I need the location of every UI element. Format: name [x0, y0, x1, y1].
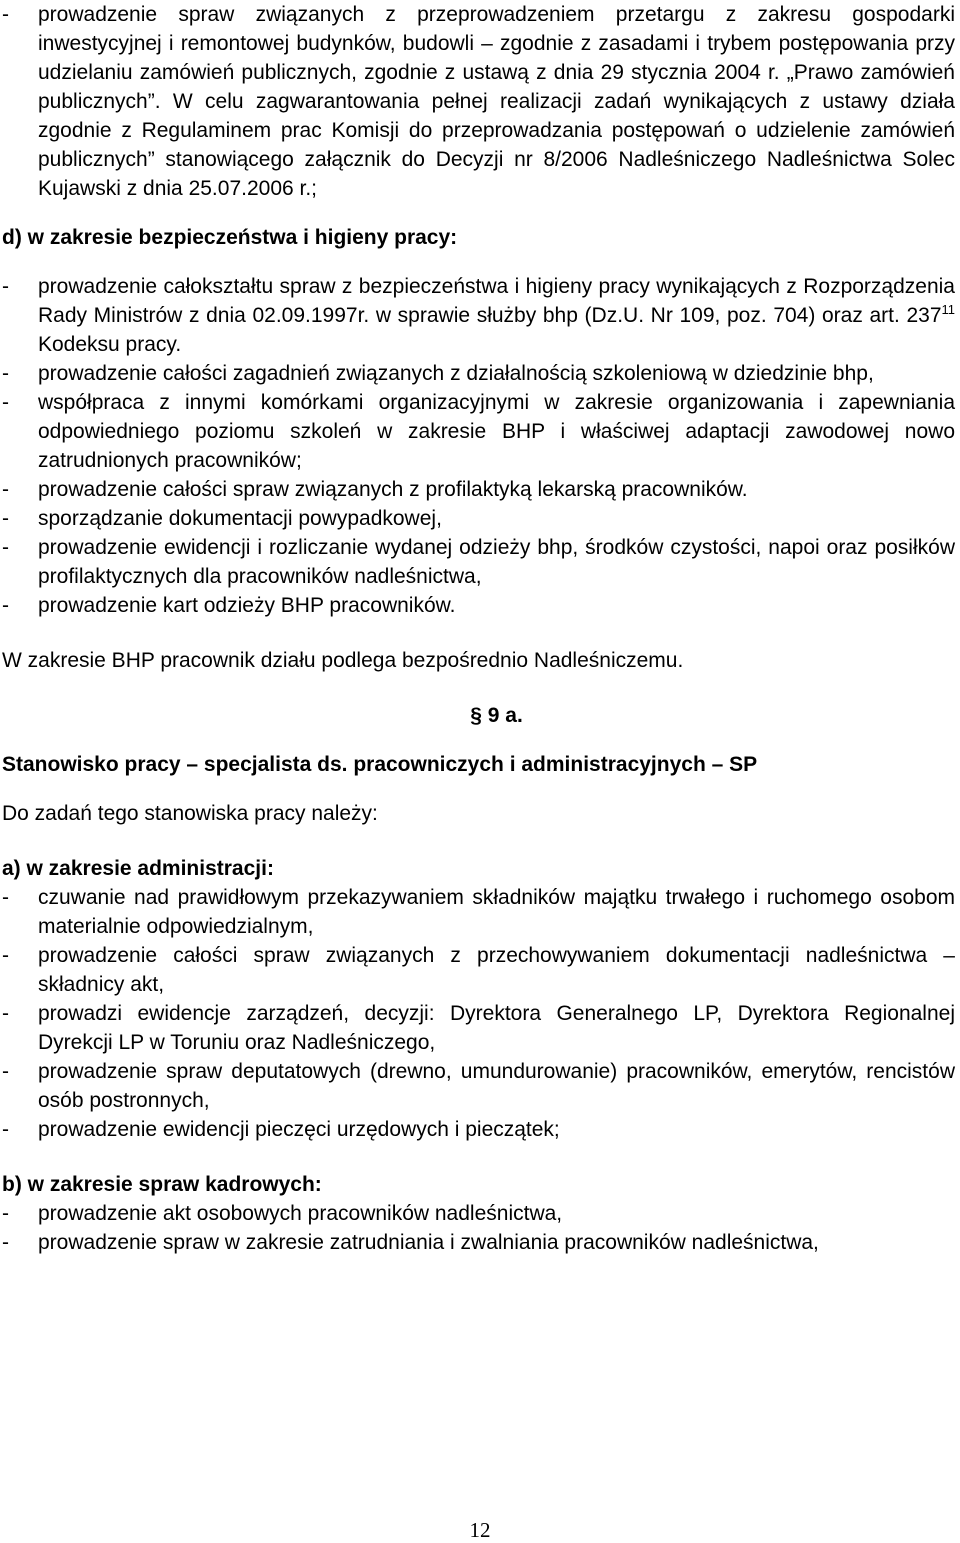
- list-marker: -: [2, 1231, 9, 1254]
- list-item: [2, 0, 955, 203]
- procurement-paragraph: prowadzenie spraw związanych z przeprowadzeniem przetargu z zakresu gospodarki inwestycyjnej i remontowej budynków, budowli – zgodnie z zasadami i trybem postępowania przy udzielaniu zamówień publicznych, zgodnie z ustawą z dnia 29 stycznia 2004 r. „Prawo zamówień publicznych”. W celu zagwarantowania pełnej realizacji zadań wynikających z ustawy działa zgodnie z Regulaminem prac Komisji do przeprowadzania postępowań o udzielenie zamówień publicznych” stanowiącego załącznik do Decyzji nr 8/2006 Nadleśniczego Nadleśnictwa Solec Kujawski z dnia 25.07.2006 r.;: [38, 3, 955, 200]
- list-marker: -: [2, 507, 9, 530]
- position-intro: Do zadań tego stanowiska pracy należy:: [2, 802, 378, 825]
- paragraph-number-text: 9 a.: [487, 704, 523, 727]
- list-marker: -: [2, 886, 9, 909]
- list-marker: -: [2, 536, 9, 559]
- list-item: [2, 999, 955, 1057]
- administration-item: prowadzenie ewidencji pieczęci urzędowych i pieczątek;: [38, 1118, 560, 1141]
- administration-item: czuwanie nad prawidłowym przekazywaniem składników majątku trwałego i ruchomego osobom materialnie odpowiedzialnym,: [38, 886, 955, 938]
- bhp-item: współpraca z innymi komórkami organizacyjnymi w zakresie organizowania i zapewniania odpowiedniego poziomu szkoleń w zakresie BHP i właściwej adaptacji zawodowej nowo zatrudnionych pracowników;: [38, 391, 955, 472]
- bhp-supervision-note: W zakresie BHP pracownik działu podlega bezpośrednio Nadleśniczemu.: [2, 649, 684, 672]
- bhp-item: sporządzanie dokumentacji powypadkowej,: [38, 507, 442, 530]
- list-item: [2, 1199, 955, 1228]
- list-item: [2, 1057, 955, 1115]
- bhp-item: prowadzenie całości zagadnień związanych z działalnością szkoleniową w dziedzinie bhp,: [38, 362, 874, 385]
- page-number: 12: [469, 1518, 491, 1542]
- bhp-item-1-text: prowadzenie całokształtu spraw z bezpieczeństwa i higieny pracy wynikających z Rozporządzenia Rady Ministrów z dnia 02.09.1997r. w sprawie służby bhp (Dz.U. Nr 109, poz. 704) oraz art. 237: [38, 275, 955, 327]
- list-item: [2, 1115, 955, 1144]
- list-marker: -: [2, 944, 9, 967]
- list-item: [2, 591, 955, 620]
- list-marker: -: [2, 362, 9, 385]
- list-marker: -: [2, 391, 9, 414]
- list-item: [2, 533, 955, 591]
- list-marker: -: [2, 1060, 9, 1083]
- list-item: [2, 388, 955, 475]
- paragraph-number: [2, 701, 955, 730]
- administration-item: prowadzenie spraw deputatowych (drewno, umundurowanie) pracowników, emerytów, rencistów osób postronnych,: [38, 1060, 955, 1112]
- administration-item: prowadzi ewidencje zarządzeń, decyzji: Dyrektora Generalnego LP, Dyrektora Regionalnej Dyrekcji LP w Toruniu oraz Nadleśniczego,: [38, 1002, 955, 1054]
- position-title: Stanowisko pracy – specjalista ds. pracowniczych i administracyjnych – SP: [2, 753, 758, 776]
- bhp-item-1: [38, 272, 955, 359]
- section-d-heading: d) w zakresie bezpieczeństwa i higieny pracy:: [2, 226, 458, 249]
- list-marker: -: [2, 1118, 9, 1141]
- list-marker: -: [2, 594, 9, 617]
- list-marker: -: [2, 3, 9, 26]
- section-symbol: §: [470, 704, 482, 727]
- bhp-item: prowadzenie całości spraw związanych z profilaktyką lekarską pracowników.: [38, 478, 748, 501]
- list-item: [2, 883, 955, 941]
- list-marker: -: [2, 478, 9, 501]
- bhp-item: prowadzenie ewidencji i rozliczanie wydanej odzieży bhp, środków czystości, napoi oraz posiłków profilaktycznych dla pracowników nadleśnictwa,: [38, 536, 955, 588]
- list-marker: -: [2, 1002, 9, 1025]
- list-item: [2, 359, 955, 388]
- list-item: [2, 504, 955, 533]
- list-item: [2, 941, 955, 999]
- list-item: [2, 475, 955, 504]
- list-marker: -: [2, 1202, 9, 1225]
- section-b-heading: b) w zakresie spraw kadrowych:: [2, 1173, 322, 1196]
- page-content: [2, 0, 955, 1257]
- article-superscript: 11: [941, 302, 955, 317]
- section-a-heading: a) w zakresie administracji:: [2, 857, 274, 880]
- administration-item: prowadzenie całości spraw związanych z przechowywaniem dokumentacji nadleśnictwa – składnicy akt,: [38, 944, 955, 996]
- list-item: [2, 1228, 955, 1257]
- personnel-item: prowadzenie spraw w zakresie zatrudniania i zwalniania pracowników nadleśnictwa,: [38, 1231, 819, 1254]
- bhp-item-1-tail: Kodeksu pracy.: [38, 333, 182, 356]
- list-marker: -: [2, 275, 9, 298]
- personnel-item: prowadzenie akt osobowych pracowników nadleśnictwa,: [38, 1202, 563, 1225]
- bhp-item: prowadzenie kart odzieży BHP pracowników.: [38, 594, 456, 617]
- list-item: [2, 272, 955, 359]
